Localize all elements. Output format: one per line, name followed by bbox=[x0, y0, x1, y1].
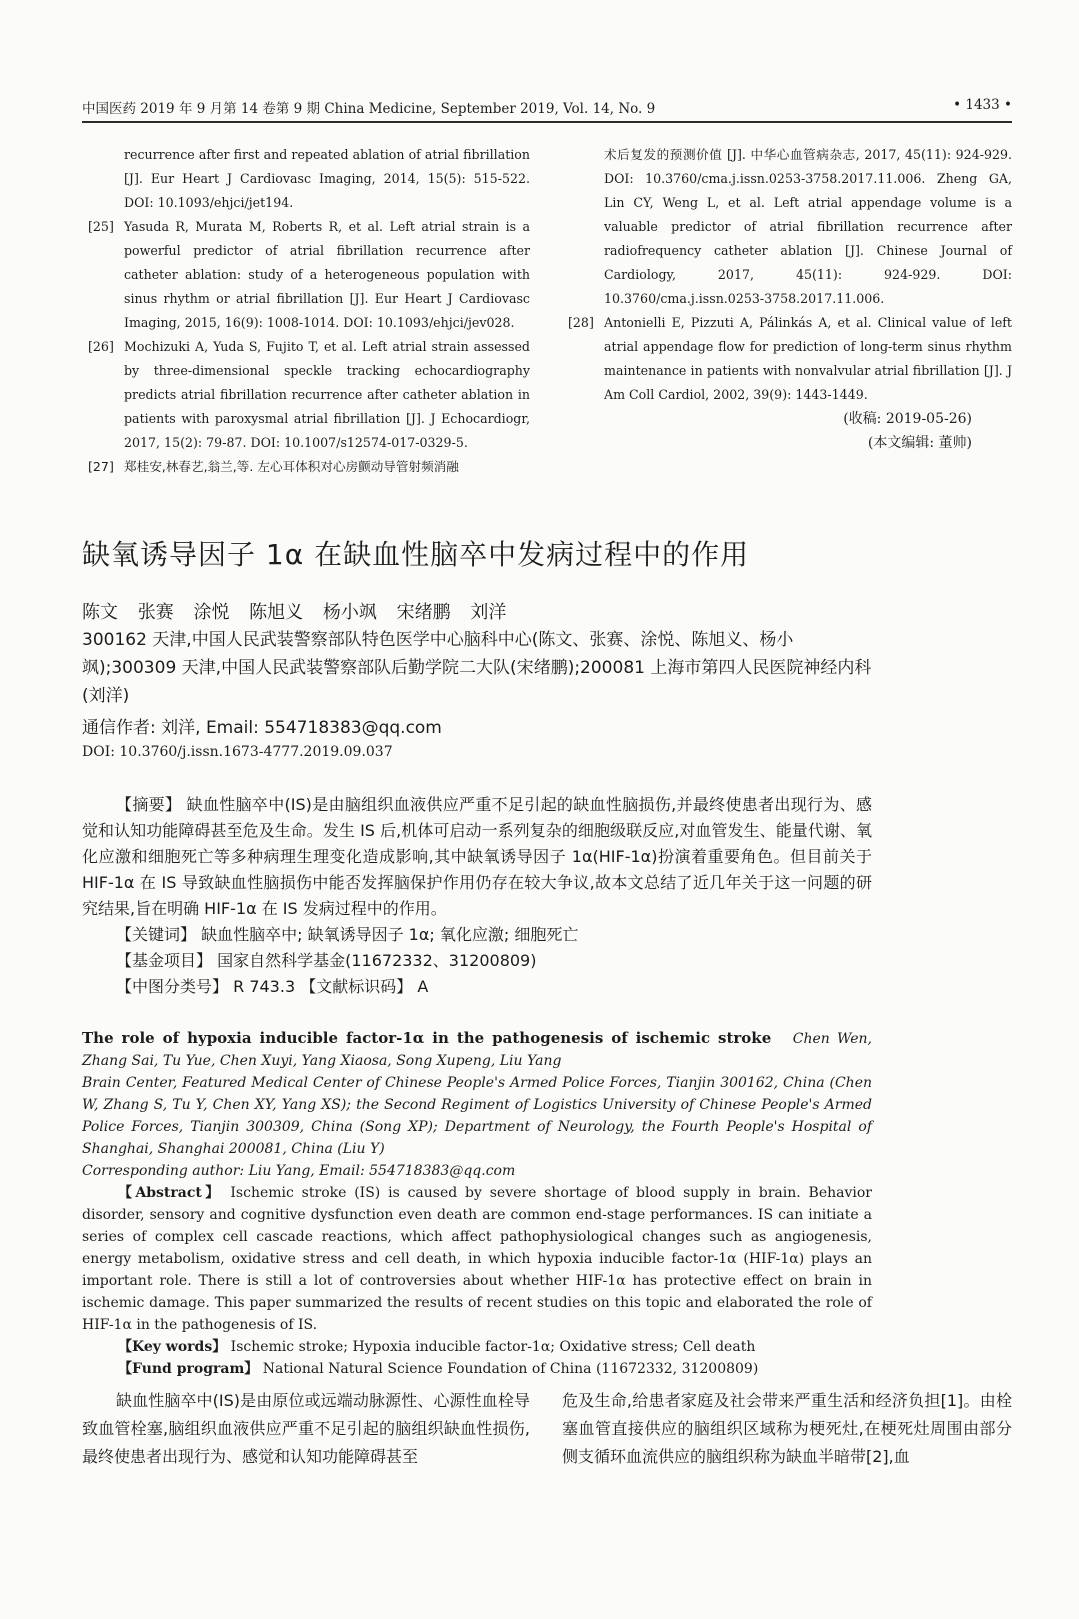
page-number: • 1433 • bbox=[953, 97, 1012, 113]
header-rule bbox=[82, 121, 1012, 123]
english-abstract-label: 【Abstract】 bbox=[118, 1185, 223, 1201]
reference-item: [25] Yasuda R, Murata M, Roberts R, et al. Left atrial strain is a powerful predictor of atrial fibrillation recurrence after catheter ablation: study of a heterogeneous population with sinus rhythm or atrial fibrillation [J]. Eur Heart J Cardiovasc Imaging, 2015, 16(9): 1008-1014. DOI: 10.1093/ehjci/jev028. bbox=[88, 219, 530, 330]
editor-note: (本文编辑: 董帅) bbox=[867, 435, 972, 451]
reference-item: recurrence after first and repeated ablation of atrial fibrillation [J]. Eur Heart J Cardiovasc Imaging, 2014, 15(5): 515-522. DOI: 10.1093/ehjci/jet194. bbox=[124, 147, 530, 210]
english-fund-label: 【Fund program】 bbox=[118, 1361, 259, 1377]
abstract-cn bbox=[82, 792, 872, 1000]
abstract-text: 缺血性脑卒中(IS)是由脑组织血液供应严重不足引起的缺血性脑损伤,并最终使患者出现行为、感觉和认知功能障碍甚至危及生命。发生 IS 后,机体可启动一系列复杂的细胞级联反应,对血管发生、能量代谢、氧化应激和细胞死亡等多种病理生理变化造成影响,其中缺氧诱导因子 1α(HIF-1α)扮演着重要角色。但目前关于 HIF-1α 在 IS 导致缺血性脑损伤中能否发挥脑保护作用仍存在较大争议,故本文总结了近几年关于这一问题的研究结果,旨在明确 HIF-1α 在 IS 发病过程中的作用。 bbox=[82, 795, 872, 918]
class-text: R 743.3 bbox=[233, 977, 296, 996]
english-authors: Chen Wen, Zhang Sai, Tu Yue, Chen Xuyi, Yang Xiaosa, Song Xupeng, Liu Yang bbox=[82, 1031, 873, 1069]
corresponding-author: 通信作者: 刘洋, Email: 554718383@qq.com bbox=[82, 718, 442, 738]
body-right-column: 危及生命,给患者家庭及社会带来严重生活和经济负担[1]。由栓塞血管直接供应的脑组织区域称为梗死灶,在梗死灶周围由部分侧支循环血流供应的脑组织称为缺血半暗带[2],血 bbox=[562, 1391, 1012, 1466]
doc-text: A bbox=[417, 977, 429, 996]
keywords-text: 缺血性脑卒中; 缺氧诱导因子 1α; 氧化应激; 细胞死亡 bbox=[201, 925, 579, 944]
reference-item: [27] 郑桂安,林春艺,翁兰,等. 左心耳体积对心房颤动导管射频消融 bbox=[88, 459, 459, 474]
keywords-label: 【关键词】 bbox=[116, 925, 197, 944]
author-list: 陈文 张赛 涂悦 陈旭义 杨小飒 宋绪鹏 刘洋 bbox=[82, 602, 507, 623]
english-title: The role of hypoxia inducible factor-1α in the pathogenesis of ischemic stroke bbox=[82, 1029, 772, 1047]
abstract-label: 【摘要】 bbox=[116, 795, 182, 814]
english-abstract-text: Ischemic stroke (IS) is caused by severe shortage of blood supply in brain. Behavior disorder, sensory and cognitive dysfunction even death are common end-stage performances. IS can initiate a series of complex cell cascade reactions, which affect pathophysiological changes such as angiogenesis, energy metabolism, oxidative stress and cell death, in which hypoxia inducible factor-1α (HIF-1α) plays an important role. There is still a lot of controversies about whether HIF-1α has protective effect on brain in ischemic damage. This paper summarized the results of recent studies on this topic and elaborated the role of HIF-1α in the pathogenesis of IS. bbox=[82, 1185, 872, 1333]
body-left-column: 缺血性脑卒中(IS)是由原位或远端动脉源性、心源性血栓导致血管栓塞,脑组织血液供应严重不足引起的脑组织缺血性损伤,最终使患者出现行为、感觉和认知功能障碍甚至 bbox=[82, 1391, 530, 1466]
affiliation: 300162 天津,中国人民武装警察部队特色医学中心脑科中心(陈文、张赛、涂悦、陈旭义、杨小飒);300309 天津,中国人民武装警察部队后勤学院二大队(宋绪鹏);200081 上海市第四人民医院神经内科(刘洋) bbox=[82, 630, 872, 706]
english-keywords-label: 【Key words】 bbox=[118, 1339, 227, 1355]
journal-info: 中国医药 2019 年 9 月第 14 卷第 9 期 China Medicine, September 2019, Vol. 14, No. 9 bbox=[82, 101, 656, 117]
article-title: 缺氧诱导因子 1α 在缺血性脑卒中发病过程中的作用 bbox=[82, 538, 750, 571]
reference-item: [28] Antonielli E, Pizzuti A, Pálinkás A, et al. Clinical value of left atrial appendage flow for prediction of long-term sinus rhythm maintenance in patients with nonvalvular atrial fibrillation [J]. J Am Coll Cardiol, 2002, 39(9): 1443-1449. bbox=[568, 315, 1012, 402]
reference-item: 术后复发的预测价值 [J]. 中华心血管病杂志, 2017, 45(11): 924-929. DOI: 10.3760/cma.j.issn.0253-3758.2017.11.006. Zheng GA, Lin CY, Weng L, et al. Left atrial appendage volume is a valuable predictor of atrial fibrillation recurrence after radiofrequency catheter ablation [J]. Chinese Journal of Cardiology, 2017, 45(11): 924-929. DOI: 10.3760/cma.j.issn.0253-3758.2017.11.006. bbox=[604, 147, 1012, 306]
running-header bbox=[82, 97, 1012, 117]
fund-label: 【基金项目】 bbox=[116, 951, 213, 970]
received-date: (收稿: 2019-05-26) bbox=[843, 411, 972, 427]
english-fund: National Natural Science Foundation of China (11672332, 31200809) bbox=[262, 1361, 759, 1377]
doi: DOI: 10.3760/j.issn.1673-4777.2019.09.037 bbox=[82, 744, 393, 760]
english-keywords: Ischemic stroke; Hypoxia inducible factor-1α; Oxidative stress; Cell death bbox=[230, 1339, 756, 1355]
fund-text: 国家自然科学基金(11672332、31200809) bbox=[217, 951, 537, 970]
references-right bbox=[568, 143, 1012, 455]
reference-item: [26] Mochizuki A, Yuda S, Fujito T, et al. Left atrial strain assessed by three-dimensional speckle tracking echocardiography predicts atrial fibrillation recurrence after catheter ablation in patients with paroxysmal atrial fibrillation [J]. J Echocardiogr, 2017, 15(2): 79-87. DOI: 10.1007/s12574-017-0329-5. bbox=[88, 339, 530, 450]
class-label: 【中图分类号】 bbox=[116, 977, 229, 996]
references-left bbox=[82, 143, 530, 479]
doc-label: 【文献标识码】 bbox=[300, 977, 413, 996]
english-affiliation: Brain Center, Featured Medical Center of Chinese People's Armed Police Forces, Tianjin 300162, China (Chen W, Zhang S, Tu Y, Chen XY, Yang XS); the Second Regiment of Logistics University of Chinese People's Armed Police Forces, Tianjin 300309, China (Song XP); Department of Neurology, the Fourth People's Hospital of Shanghai, Shanghai 200081, China (Liu Y) bbox=[82, 1075, 872, 1157]
english-corresponding: Corresponding author: Liu Yang, Email: 554718383@qq.com bbox=[82, 1163, 516, 1179]
abstract-en bbox=[82, 1027, 872, 1380]
